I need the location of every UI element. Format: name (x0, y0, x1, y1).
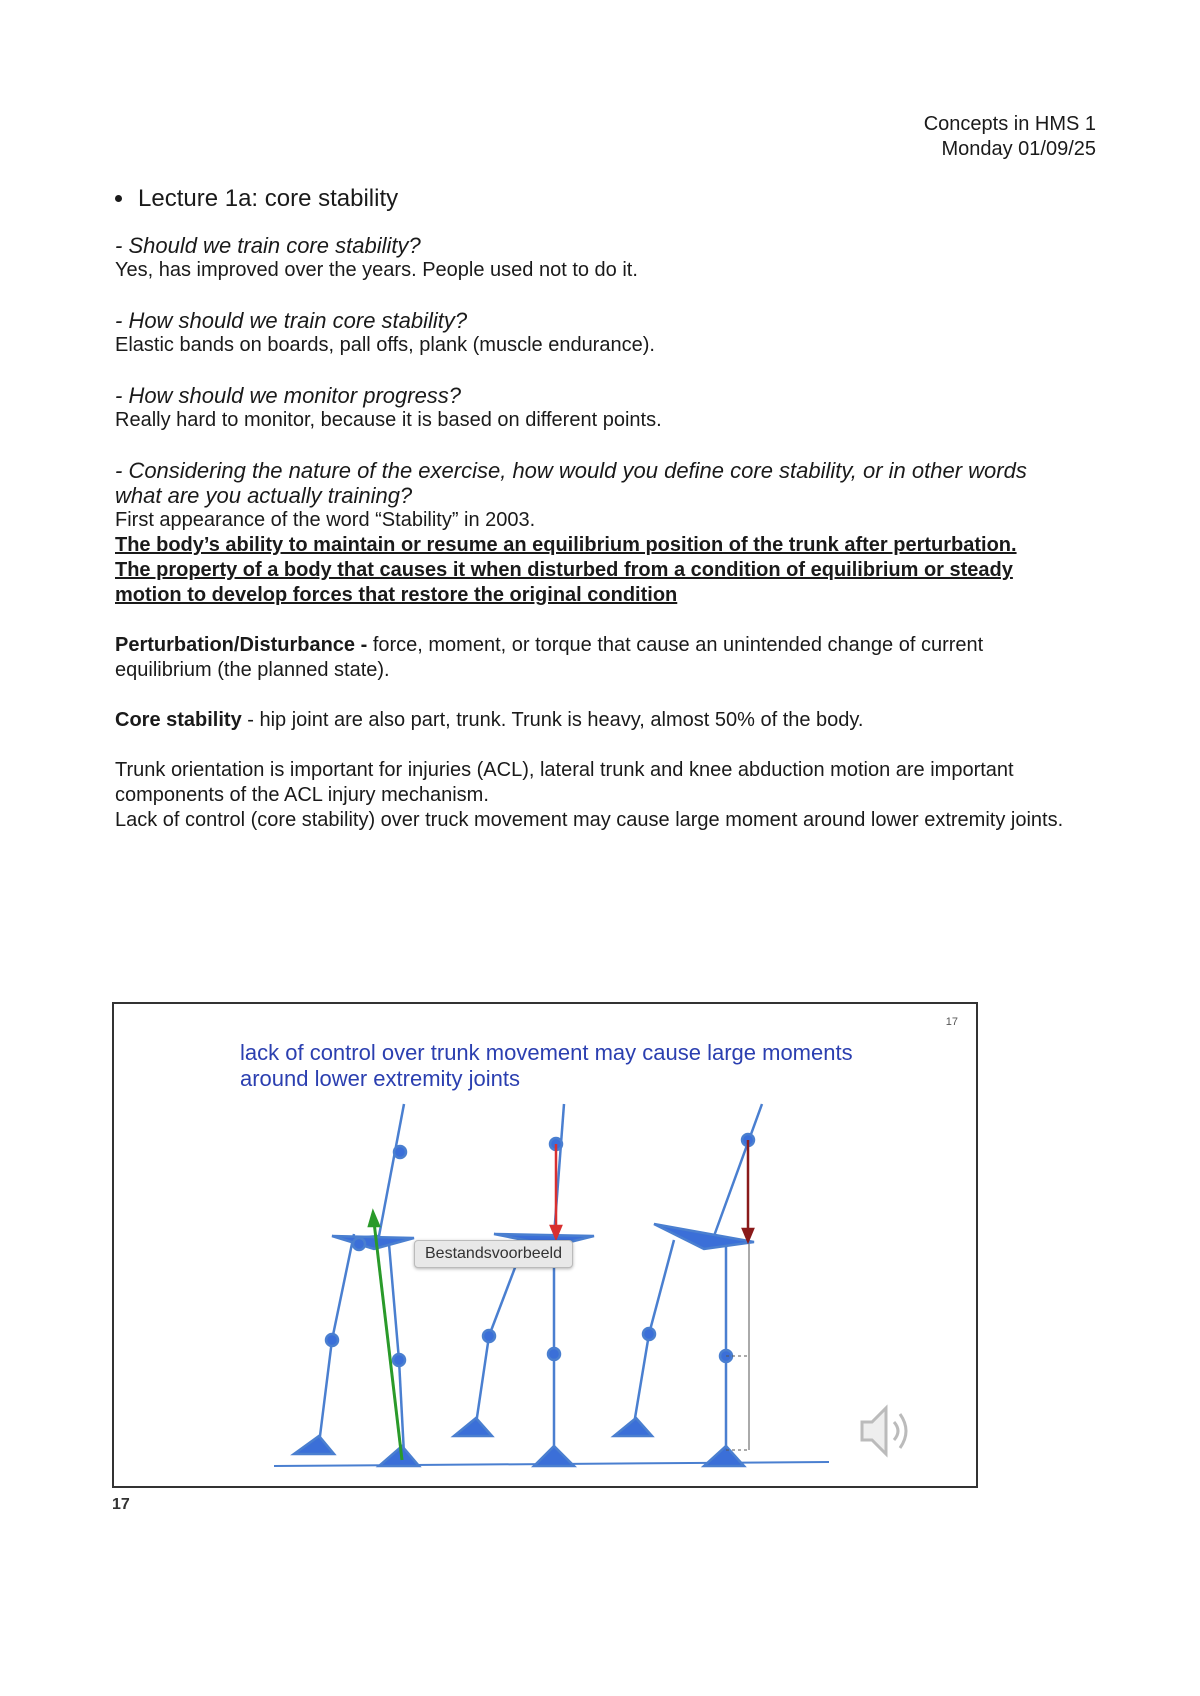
definition-2: The property of a body that causes it when disturbed from a condition of equilibrium or steady motion to develop forces that restore the original condition (115, 559, 1013, 606)
lecture-heading (115, 186, 1075, 211)
slide-title-line-2: around lower extremity joints (240, 1066, 521, 1091)
perturbation-para (115, 633, 1075, 683)
speaker-icon (862, 1408, 906, 1454)
page-number: 17 (112, 1496, 130, 1513)
question: - Considering the nature of the exercise, how would you define core stability, or in other words what are you actually training? (115, 458, 1027, 508)
lack-para: Lack of control (core stability) over truck movement may cause large moment around lower extremity joints. (115, 809, 1064, 831)
notes-body (115, 186, 1075, 833)
slide-number: 17 (945, 1016, 958, 1028)
document-header (924, 112, 1096, 162)
lecture-title: Lecture 1a: core stability (138, 185, 399, 212)
text: force, moment, or torque that cause an unintended change of current equilibrium (the planned state). (115, 634, 984, 681)
answer: Yes, has improved over the years. People used not to do it. (115, 259, 638, 281)
qa-block-1 (115, 233, 1075, 283)
definition-1: The body’s ability to maintain or resume an equilibrium position of the trunk after perturbation. (115, 534, 1017, 556)
text: - hip joint are also part, trunk. Trunk is heavy, almost 50% of the body. (241, 709, 864, 731)
term: Core stability (115, 709, 242, 731)
answer: First appearance of the word “Stability” in 2003. (115, 509, 536, 531)
question: - How should we monitor progress? (115, 383, 462, 408)
slide-image (112, 1002, 978, 1488)
answer: Elastic bands on boards, pall offs, plank (muscle endurance). (115, 334, 655, 356)
date: Monday 01/09/25 (941, 138, 1096, 160)
question: - Should we train core stability? (115, 233, 421, 258)
trunk-para: Trunk orientation is important for injuries (ACL), lateral trunk and knee abduction motion are important components of the ACL injury mechanism. (115, 759, 1014, 806)
question: - How should we train core stability? (115, 308, 468, 333)
answer: Really hard to monitor, because it is based on different points. (115, 409, 662, 431)
term: Perturbation/Disturbance - (115, 634, 368, 656)
bullet-icon (115, 195, 122, 202)
course-title: Concepts in HMS 1 (923, 113, 1096, 135)
qa-block-2 (115, 308, 1075, 358)
core-para (115, 708, 1075, 733)
figure-1 (294, 1104, 419, 1466)
figure-2 (454, 1104, 594, 1466)
qa-block-4 (115, 458, 1075, 608)
tooltip: Bestandsvoorbeeld (414, 1240, 573, 1268)
qa-block-3 (115, 383, 1075, 433)
slide-title-line-1: lack of control over trunk movement may cause large moments (240, 1040, 853, 1065)
figure-3 (614, 1104, 762, 1466)
